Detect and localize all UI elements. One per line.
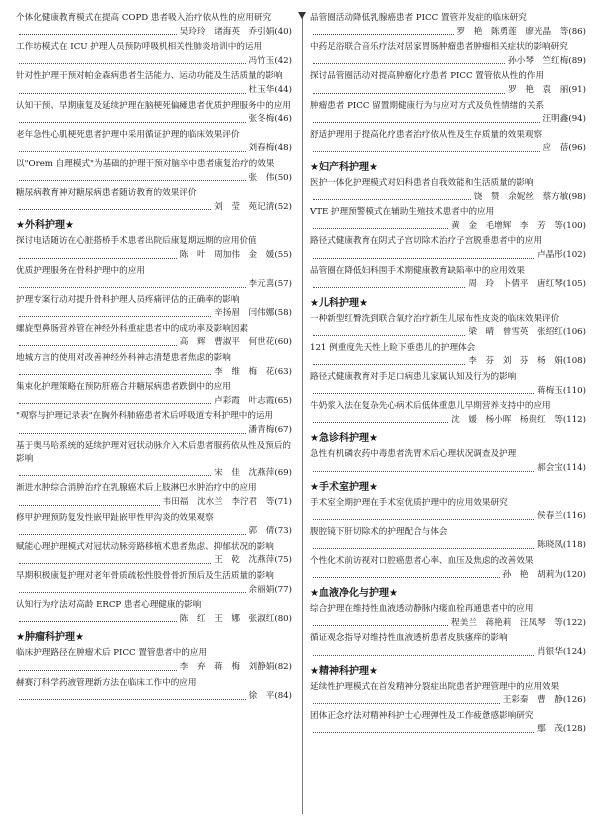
dot-leader xyxy=(19,201,211,211)
article-title: 医护一体化护理模式对妇科患者自我效能和生活质量的影响 xyxy=(310,177,534,188)
article-authors: 余丽娟 xyxy=(248,584,275,595)
dot-leader xyxy=(19,307,211,317)
section-heading-oncology: ★肿瘤科护理★ xyxy=(16,632,84,644)
dot-leader xyxy=(19,661,177,671)
page-number: (80) xyxy=(274,613,292,624)
article-title: 品管圈在降低妇科围手术期健康教育缺陷率中的应用效果 xyxy=(310,265,525,276)
entry-meta xyxy=(310,249,586,263)
article-title: 针对性护理干预对帕金森病患者生活能力、运动功能及生活质量的影响 xyxy=(16,71,283,82)
article-title: 渐进水肿综合消肿治疗在乳腺癌术后上肢淋巴水肿治疗中的应用 xyxy=(16,483,257,494)
toc-entry[interactable] xyxy=(16,570,292,597)
entry-meta xyxy=(16,613,292,627)
page-number: (110) xyxy=(562,385,586,396)
article-authors: 李 维 梅 花 xyxy=(214,366,275,377)
entry-meta xyxy=(16,55,292,69)
toc-entry[interactable] xyxy=(310,371,586,398)
article-title: 优质护理服务在骨科护理中的应用 xyxy=(16,265,145,276)
section-heading-surgery: ★外科护理★ xyxy=(16,220,74,232)
column-arrow-icon xyxy=(298,12,306,19)
toc-entry[interactable] xyxy=(16,381,292,408)
article-authors: 杜玉华 xyxy=(248,84,275,95)
entry-meta xyxy=(16,278,292,292)
entry-meta xyxy=(16,525,292,539)
article-authors: 鄢 茂 xyxy=(537,724,563,735)
article-authors: 黄 金 毛增辉 李 芳 等 xyxy=(451,220,563,231)
article-title: 探讨品管圈活动对提高肿瘤化疗患者 PICC 置管依从性的作用 xyxy=(310,71,545,82)
article-title: 路径式健康教育对手足口病患儿家属认知及行为的影响 xyxy=(310,372,517,383)
toc-entry[interactable] xyxy=(310,177,586,204)
right-column xyxy=(310,12,586,820)
article-title: 修甲护理预防复发性嵌甲趾嵌甲性甲沟炎的效果观察 xyxy=(16,512,214,523)
page-number: (60) xyxy=(274,337,292,348)
article-title: 团体正念疗法对精神科护士心理弹性及工作疲惫感影响研究 xyxy=(310,710,534,721)
toc-entry[interactable] xyxy=(310,129,586,156)
entry-meta xyxy=(16,496,292,510)
article-title: VTE 护理预警模式在辅助生殖技术患者中的应用 xyxy=(310,207,495,218)
article-title: 认知行为疗法对高龄 ERCP 患者心理健康的影响 xyxy=(16,600,202,611)
page-number: (116) xyxy=(562,511,586,522)
article-authors: 孙 艳 胡莉为 xyxy=(502,569,563,580)
toc-entry[interactable] xyxy=(310,555,586,582)
article-authors: 潘青梅 xyxy=(248,425,275,436)
article-title: 基于奥马哈系统的延续护理对冠状动脉介入术后患者服药依从性及预后的影响 xyxy=(16,440,292,465)
entry-meta xyxy=(310,55,586,69)
toc-entry[interactable] xyxy=(16,440,292,481)
toc-entry[interactable] xyxy=(310,681,586,708)
entry-meta xyxy=(310,510,586,524)
entry-meta xyxy=(310,113,586,127)
article-authors: 徐 平 xyxy=(248,691,275,702)
page-number: (120) xyxy=(562,569,586,580)
article-title: 肿瘤患者 PICC 留置期健康行为与应对方式及负性情绪的关系 xyxy=(310,100,545,111)
dot-leader xyxy=(19,366,211,376)
article-authors: 李元喜 xyxy=(248,279,275,290)
dot-leader xyxy=(19,172,246,182)
toc-entry[interactable] xyxy=(16,352,292,379)
article-authors: 汪明鑫 xyxy=(542,114,569,125)
article-title: 品管圈活动降低乳腺癌患者 PICC 置管并发症的临床研究 xyxy=(310,13,527,23)
entry-meta xyxy=(16,113,292,127)
entry-meta xyxy=(310,326,586,340)
article-authors: 蒋梅玉 xyxy=(537,385,563,396)
dot-leader xyxy=(19,613,177,623)
toc-entry[interactable] xyxy=(310,265,586,292)
toc-entry[interactable] xyxy=(310,12,586,39)
article-title: 急性有机磷农药中毒患者洗胃术后心理状况调查及护理 xyxy=(310,449,517,460)
article-authors: 程美兰 蒋艳莉 汪凤琴 等 xyxy=(451,617,563,628)
toc-entry[interactable] xyxy=(310,497,586,524)
page-number: (44) xyxy=(274,84,292,95)
entry-meta xyxy=(16,172,292,186)
article-authors: 张 伟 xyxy=(248,172,275,183)
page-number: (77) xyxy=(274,584,292,595)
dot-leader xyxy=(19,554,211,564)
page-number: (69) xyxy=(274,467,292,478)
dot-leader xyxy=(313,113,540,123)
dot-leader xyxy=(19,55,246,65)
article-title: 牛奶浆入法在复杂先心病术后低体重患儿早期营养支持中的应用 xyxy=(310,401,551,412)
article-authors: 韦田福 沈水兰 李泞君 等 xyxy=(162,497,275,507)
article-authors: 陈晓凤 xyxy=(537,540,563,551)
toc-entry[interactable] xyxy=(16,294,292,321)
article-authors: 陈 红 王 娜 张淑红 xyxy=(179,613,275,624)
article-title: 手术室全期护理在手术室优质护理中的应用效果研究 xyxy=(310,497,508,508)
article-authors: 罗 艳 陈勇莲 廖光晶 等 xyxy=(456,26,569,37)
dot-leader xyxy=(313,191,471,201)
page-number: (57) xyxy=(274,279,292,290)
dot-leader xyxy=(313,646,534,656)
article-title: 螺旋型鼻肠营养管在神经外科重症患者中的成功率及影响因素 xyxy=(16,323,249,334)
article-title: 延续性护理模式在首发精神分裂症出院患者护理管理中的应用效果 xyxy=(310,681,560,692)
toc-entry[interactable] xyxy=(16,41,292,68)
entry-meta xyxy=(310,84,586,98)
toc-entry[interactable] xyxy=(310,41,586,68)
article-authors: 刘 莹 苑记清 xyxy=(214,201,275,212)
article-authors: 应 蓓 xyxy=(542,143,569,154)
page-number: (91) xyxy=(568,84,586,95)
article-authors: 卢彩霞 叶志霞 xyxy=(214,395,275,406)
page-number: (106) xyxy=(562,327,586,338)
entry-meta xyxy=(310,26,586,40)
page-number: (96) xyxy=(568,143,586,154)
article-authors: 刘春梅 xyxy=(248,143,275,154)
entry-meta xyxy=(310,142,586,156)
entry-meta xyxy=(310,569,586,583)
article-authors: 梁 晴 曾雪英 张绍红 xyxy=(468,327,563,338)
toc-entry[interactable] xyxy=(310,235,586,262)
article-title: 探讨电话随访在心脏搭桥手术患者出院后康复期远期的应用价值 xyxy=(16,236,257,247)
article-title: 赫赛汀科学药液管理新方法在临床工作中的应用 xyxy=(16,677,197,688)
page-number: (55) xyxy=(274,249,292,260)
article-authors: 饶 赞 余妮丝 蔡方敏 xyxy=(473,191,569,202)
article-authors: 宋 佳 沈燕萍 xyxy=(214,467,275,478)
toc-entry[interactable] xyxy=(16,265,292,292)
entry-meta xyxy=(16,307,292,321)
page-number: (50) xyxy=(274,172,292,183)
article-title: 糖尿病教育神对糖尿病患者随访教育的效果评价 xyxy=(16,188,197,199)
entry-meta xyxy=(16,467,292,481)
entry-meta xyxy=(310,385,586,399)
page-number: (75) xyxy=(274,555,292,566)
article-authors: 郭 倩 xyxy=(248,526,275,537)
entry-meta xyxy=(16,424,292,438)
article-title: 地城方言的使用对改善神经外科神志清楚患者焦虑的影响 xyxy=(16,353,231,364)
dot-leader xyxy=(313,326,465,336)
entry-meta xyxy=(310,617,586,631)
page-number: (122) xyxy=(562,617,586,628)
dot-leader xyxy=(19,142,246,152)
article-title: 中药足浴联合音乐疗法对居家胃肠肿瘤患者肿瘤相关症状的影响研究 xyxy=(310,42,568,53)
toc-entry[interactable] xyxy=(16,410,292,437)
dot-leader xyxy=(313,249,534,259)
page-number: (42) xyxy=(274,55,292,66)
page-number: (48) xyxy=(274,143,292,154)
page-number: (102) xyxy=(562,249,586,260)
page-number: (86) xyxy=(568,26,586,37)
page-number: (52) xyxy=(274,201,292,212)
dot-leader xyxy=(19,113,246,123)
article-authors: 吴玲玲 诸海英 乔引娟 xyxy=(179,26,275,37)
entry-meta xyxy=(16,336,292,350)
article-authors: 冯竹玉 xyxy=(248,55,275,66)
toc-entry[interactable] xyxy=(310,206,586,233)
toc-entry[interactable] xyxy=(16,599,292,626)
page-number: (46) xyxy=(274,114,292,125)
page-number: (58) xyxy=(274,308,292,319)
article-title: 赋能心理护理模式对冠状动脉旁路移植术患者焦虑、抑郁状况的影响 xyxy=(16,541,274,552)
dot-leader xyxy=(313,723,534,733)
section-heading-pediatric: ★儿科护理★ xyxy=(310,297,368,309)
toc-entry[interactable] xyxy=(16,70,292,97)
entry-meta xyxy=(310,539,586,553)
article-title: 工作坊模式在 ICU 护理人员预防呼吸机相关性肺炎培训中的运用 xyxy=(16,42,263,53)
dot-leader xyxy=(19,496,160,506)
section-heading-blood-purification: ★血液净化与护理★ xyxy=(310,588,398,600)
page-number: (126) xyxy=(562,695,586,706)
entry-meta xyxy=(310,723,586,737)
toc-entry[interactable] xyxy=(16,158,292,185)
left-column xyxy=(16,12,292,820)
dot-leader xyxy=(313,26,454,36)
article-title: "观察与护理记录表"在胸外科肺癌患者术后呼吸道专科护理中的运用 xyxy=(16,411,274,422)
article-title: 121 例重度先天性上睑下垂患儿的护理体会 xyxy=(310,342,476,353)
toc-entry[interactable] xyxy=(16,235,292,262)
entry-meta xyxy=(310,462,586,476)
article-authors: 王 乾 沈燕萍 xyxy=(214,555,275,566)
entry-meta xyxy=(310,220,586,234)
dot-leader xyxy=(19,278,246,288)
article-authors: 郝会宝 xyxy=(537,463,563,474)
dot-leader xyxy=(313,617,448,627)
section-heading-psychiatry: ★精神科护理★ xyxy=(310,665,378,677)
article-title: 集束化护理策略在预防肝癌合并糖尿病患者跌倒中的应用 xyxy=(16,382,231,393)
toc-entry[interactable] xyxy=(310,342,586,369)
dot-leader xyxy=(19,336,177,346)
entry-meta xyxy=(16,554,292,568)
dot-leader xyxy=(19,467,211,477)
article-title: 个性化术前访视对口腔癌患者心率、血压及焦虑的改善效果 xyxy=(310,556,534,566)
toc-entry[interactable] xyxy=(310,313,586,340)
article-title: 护理专案行动对提升骨科护理人员疼痛评估的正确率的影响 xyxy=(16,294,240,305)
page-number: (63) xyxy=(274,366,292,377)
article-authors: 张冬梅 xyxy=(248,114,275,125)
toc-entry[interactable] xyxy=(310,400,586,427)
toc-entry[interactable] xyxy=(310,448,586,475)
article-title: 舒适护理用于提高化疗患者治疗依从性及生存质量的效果观察 xyxy=(310,129,543,140)
article-authors: 周 玲 卜倩平 唐红琴 xyxy=(468,279,563,290)
page-number: (89) xyxy=(568,55,586,66)
page-number: (118) xyxy=(562,540,586,551)
toc-entry[interactable] xyxy=(310,100,586,127)
dot-leader xyxy=(19,424,246,434)
dot-leader xyxy=(313,385,534,395)
dot-leader xyxy=(19,584,246,594)
article-authors: 王彩秦 曹 静 xyxy=(502,695,563,706)
toc-entry[interactable] xyxy=(16,100,292,127)
toc-entry[interactable] xyxy=(310,710,586,737)
entry-meta xyxy=(16,584,292,598)
dot-leader xyxy=(313,278,465,288)
dot-leader xyxy=(19,525,246,535)
entry-meta xyxy=(16,26,292,40)
dot-leader xyxy=(313,414,448,424)
article-title: 临床护理路径在肿瘤术后 PICC 置管患者中的应用 xyxy=(16,648,208,659)
dot-leader xyxy=(19,249,177,259)
toc-entry[interactable] xyxy=(16,647,292,674)
article-authors: 沈 媛 杨小晖 杨贵红 等 xyxy=(451,414,563,425)
article-title: 路径式健康教育在阴式子宫切除术治疗子宫脱垂患者中的应用 xyxy=(310,236,543,247)
dot-leader xyxy=(19,26,177,36)
dot-leader xyxy=(313,220,448,230)
article-title: 早期积极康复护理对老年骨质疏松性股骨骨折预后及生活质量的影响 xyxy=(16,570,274,581)
dot-leader xyxy=(313,142,540,152)
toc-entry[interactable] xyxy=(16,482,292,509)
column-divider xyxy=(302,16,303,814)
page-number: (98) xyxy=(568,191,586,202)
toc-entry[interactable] xyxy=(310,526,586,553)
toc-entry[interactable] xyxy=(16,541,292,568)
entry-meta xyxy=(16,395,292,409)
entry-meta xyxy=(310,414,586,428)
dot-leader xyxy=(313,510,534,520)
toc-entry[interactable] xyxy=(16,187,292,214)
toc-entry[interactable] xyxy=(16,12,292,39)
article-title: 综合护理在维持性血液透动静脉内瘘血栓再通患者中的应用 xyxy=(310,604,534,615)
page-number: (73) xyxy=(274,526,292,537)
toc-entry[interactable] xyxy=(16,512,292,539)
toc-entry[interactable] xyxy=(16,129,292,156)
section-heading-operating-room: ★手术室护理★ xyxy=(310,481,378,493)
article-title: 个体化健康教育模式在提高 COPD 患者吸入治疗依从性的应用研究 xyxy=(16,13,272,23)
entry-meta xyxy=(16,84,292,98)
entry-meta xyxy=(16,201,292,215)
entry-meta xyxy=(16,690,292,704)
page-number: (40) xyxy=(274,26,292,37)
entry-meta xyxy=(310,355,586,369)
article-authors: 侯春兰 xyxy=(537,511,563,522)
article-title: 循证观念指导对维持性血液透析患者皮肤瘙痒的影响 xyxy=(310,633,508,644)
article-authors: 孙小琴 竺红梅 xyxy=(508,55,569,66)
page-number: (71) xyxy=(274,497,292,507)
article-authors: 辛扬眉 闫伟娜 xyxy=(214,308,275,319)
entry-meta xyxy=(310,191,586,205)
article-authors: 陈 叶 周加伟 金 媛 xyxy=(179,249,275,260)
table-of-contents xyxy=(16,12,586,820)
page-number: (105) xyxy=(562,279,586,290)
toc-entry[interactable] xyxy=(310,603,586,630)
entry-meta xyxy=(16,366,292,380)
toc-entry[interactable] xyxy=(310,632,586,659)
section-heading-obgyn: ★妇产科护理★ xyxy=(310,161,378,173)
entry-meta xyxy=(310,694,586,708)
toc-entry[interactable] xyxy=(16,323,292,350)
toc-entry[interactable] xyxy=(310,70,586,97)
entry-meta xyxy=(16,661,292,675)
entry-meta xyxy=(310,646,586,660)
article-title: 一种新型红臀洗到联合氧疗治疗新生儿尿布性皮炎的临床效果评价 xyxy=(310,313,560,324)
page-number: (82) xyxy=(274,661,292,672)
article-title: 以"Orem 自理模式"为基础的护理干预对脑卒中患者康复治疗的效果 xyxy=(16,158,275,169)
article-title: 认知干预、早期康复及延续护理在脑梗死偏瘫患者优质护理服务中的应用 xyxy=(16,100,292,111)
article-authors: 卢晶彤 xyxy=(537,249,563,260)
dot-leader xyxy=(313,84,505,94)
page-number: (128) xyxy=(562,724,586,735)
article-authors: 罗 艳 袁 丽 xyxy=(508,84,569,95)
page-number: (108) xyxy=(562,356,586,367)
dot-leader xyxy=(19,395,211,405)
section-heading-emergency: ★急诊科护理★ xyxy=(310,433,378,445)
article-title: 老年急性心肌梗死患者护理中采用循证护理的临床效果评价 xyxy=(16,129,240,140)
dot-leader xyxy=(313,462,534,472)
dot-leader xyxy=(313,694,500,704)
dot-leader xyxy=(313,539,534,549)
dot-leader xyxy=(19,84,246,94)
dot-leader xyxy=(313,569,500,579)
dot-leader xyxy=(19,690,246,700)
entry-meta xyxy=(310,278,586,292)
page-number: (124) xyxy=(562,646,586,657)
page-number: (100) xyxy=(562,220,586,231)
page-number: (94) xyxy=(568,114,586,125)
page-number: (67) xyxy=(274,425,292,436)
entry-meta xyxy=(16,249,292,263)
article-authors: 肖银华 xyxy=(537,646,563,657)
page-number: (112) xyxy=(562,414,586,425)
dot-leader xyxy=(313,355,465,365)
page-number: (65) xyxy=(274,395,292,406)
dot-leader xyxy=(313,55,505,65)
article-authors: 高 辉 曹淑平 何世花 xyxy=(179,337,275,348)
article-title: 腹腔镜下肝切除术的护理配合与体会 xyxy=(310,526,448,537)
toc-entry[interactable] xyxy=(16,677,292,704)
entry-meta xyxy=(16,142,292,156)
page-number: (84) xyxy=(274,691,292,702)
page-number: (114) xyxy=(562,463,586,474)
article-authors: 李 芬 刘 芬 杨 娟 xyxy=(468,356,563,367)
article-authors: 李 弃 蒋 梅 刘静娟 xyxy=(179,661,275,672)
